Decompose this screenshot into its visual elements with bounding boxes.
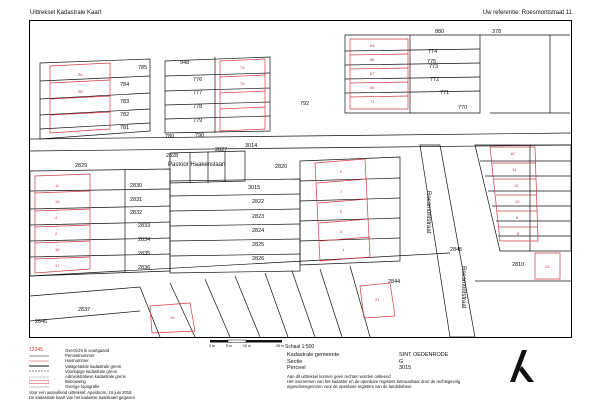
disclaimer-line: Het overnemen van het kadaster en de openbare registers betrouwbaar door de rechtsgevolg (287, 379, 461, 384)
house-number: 4 (55, 215, 58, 220)
kadaster-logo-icon (500, 346, 540, 386)
scale-tick: 25 m (276, 344, 284, 348)
legend-symbol (29, 364, 55, 368)
house-number: 10 (515, 199, 520, 204)
parcel-number: 2837 (78, 307, 91, 313)
house-number: 75 (240, 81, 245, 86)
parcel-number: 775 (427, 59, 437, 65)
parcel-number: 378 (492, 29, 502, 35)
legend-symbol (29, 385, 55, 389)
house-number: 21 (375, 297, 380, 302)
scale-tick: 10 m (243, 344, 251, 348)
parcel-number: 3015 (248, 185, 261, 191)
map-canvas (30, 21, 571, 337)
legend-symbol (29, 359, 55, 363)
parcel-number: 2810 (512, 262, 525, 268)
parcel-number: 790 (195, 133, 205, 139)
parcel-info (287, 352, 448, 372)
parcel-number: 779 (193, 118, 203, 124)
parcel-number: 774 (428, 49, 438, 55)
parcel-number: 3014 (245, 143, 258, 149)
legend-number-example: 12345 (29, 347, 43, 353)
scale-tick: 5 m (226, 344, 232, 348)
parcel-number: 783 (120, 99, 130, 105)
house-number: 63 (370, 43, 375, 48)
parcel-number: 2845 (450, 247, 463, 253)
house-number: 15 (55, 247, 60, 252)
parcel-number: 773 (429, 64, 439, 70)
parcel-number: 2830 (130, 183, 143, 189)
house-number: 19 (170, 315, 175, 320)
house-number: 13 (55, 199, 60, 204)
info-row (287, 365, 448, 372)
parcel-number: 2834 (138, 237, 151, 243)
parcel-number: 2844 (388, 279, 401, 285)
info-row (287, 352, 448, 359)
street-name: Roesmontstraat (460, 266, 466, 309)
parcel-number: 948 (180, 60, 190, 66)
legend-note: De kadastrale kaart van het kadastre basiskaart gegeven (29, 394, 135, 400)
house-number: 26 (78, 72, 83, 77)
parcel-number: 2835 (138, 251, 151, 257)
parcel-number: 2822 (252, 199, 265, 205)
info-value: SINT OEDENRODE (399, 352, 449, 358)
parcel-number: 784 (120, 82, 130, 88)
house-number: 73 (240, 65, 245, 70)
parcel-number: 777 (193, 90, 203, 96)
house-number: 6 (517, 231, 520, 236)
legend-label: Bebouwing (65, 379, 86, 385)
house-number: 8 (516, 215, 519, 220)
legend-label: Overzicht in voortgaand (65, 348, 110, 353)
parcel-number: 2833 (138, 223, 151, 229)
legend-symbol (29, 375, 55, 379)
parcel-number: 776 (193, 77, 203, 83)
info-row (287, 359, 448, 366)
info-key: Sectie (287, 358, 303, 365)
parcel-lines (30, 35, 571, 337)
parcel-number: 2826 (252, 256, 265, 262)
legend-label: Vastgestelde kadastrale grens (65, 363, 122, 369)
legend-symbol (29, 369, 55, 373)
house-number: 9 (340, 169, 343, 174)
legend-label: Perceelnummer (65, 353, 95, 359)
street-name: Roesmontstraat (425, 191, 431, 234)
scale-bar (208, 338, 288, 348)
house-number: 28 (78, 89, 83, 94)
legend-symbol (29, 354, 55, 358)
house-number-labels (55, 43, 550, 320)
house-number: 69 (370, 85, 375, 90)
parcel-number: 2836 (138, 265, 151, 271)
disclaimer-line: Aan dit uittreksel kunnen geen rechten worden ontleend (287, 374, 391, 379)
house-number: 11 (55, 183, 60, 188)
scale-label: Schaal 1:500 (285, 344, 315, 350)
house-number: 1 (342, 247, 345, 252)
parcel-number: 2831 (130, 197, 143, 203)
house-number: 5 (340, 209, 343, 214)
scale-tick: 0 m (209, 344, 215, 348)
legend-label: Voorlopige kadastrale grens (65, 368, 117, 374)
house-number: 17 (55, 263, 60, 268)
parcel-number: 770 (458, 105, 468, 111)
parcel-number: 2827 (215, 147, 228, 153)
street-name-labels (168, 162, 466, 309)
parcel-number: 2825 (252, 242, 265, 248)
legend-symbol (29, 380, 55, 384)
parcel-number: 772 (430, 77, 440, 83)
parcel-number: 785 (138, 65, 148, 71)
parcel-number: 2824 (252, 228, 265, 234)
house-number: 7 (340, 189, 343, 194)
legend-symbol (29, 348, 55, 353)
parcel-number-labels (35, 29, 524, 325)
parcel-number: 2846 (35, 319, 48, 325)
parcel-number: 781 (120, 125, 130, 131)
parcel-number: 2829 (75, 163, 88, 169)
parcel-number: 880 (435, 29, 445, 35)
legend (29, 348, 280, 400)
parcel-number: 782 (120, 112, 130, 118)
parcel-number: 780 (165, 134, 175, 140)
info-key: Perceel (287, 365, 306, 372)
house-number: 67 (370, 71, 375, 76)
house-number: 12 (514, 183, 519, 188)
house-number: 71 (370, 99, 375, 104)
parcel-number: 778 (193, 104, 203, 110)
parcel-number: 771 (440, 90, 450, 96)
parcel-number: 2820 (275, 164, 288, 170)
house-number: 14 (512, 167, 517, 172)
info-value: 3015 (399, 365, 412, 372)
parcel-number: 2828 (166, 153, 179, 159)
parcel-number: 2823 (252, 214, 265, 220)
legend-note: Voor een aanvullend uittreksel: Apeldoorn, 18 juni 2018 (29, 389, 132, 395)
cadastral-map[interactable] (29, 20, 572, 338)
house-number: 2 (55, 231, 58, 236)
reference-text: Uw referentie: Roesmontstraat 11 (482, 10, 572, 16)
disclaimer (287, 374, 527, 389)
house-number: 23 (545, 264, 550, 269)
legend-label: Overige topografie (65, 384, 100, 390)
legend-label: Huisnummer (65, 358, 89, 364)
house-number: 16 (510, 151, 515, 156)
parcel-number: 792 (300, 101, 310, 107)
info-key: Kadastrale gemeente (287, 352, 340, 358)
info-value: G (399, 358, 404, 365)
legend-label: Administratieve kadastrale grens (65, 373, 126, 379)
house-number: 3 (340, 229, 343, 234)
disclaimer-line: eigendomsgrenzen voor de openbare registers van de landsbeheer (287, 384, 412, 389)
document-title: Uittreksel Kadastrale Kaart (30, 10, 102, 16)
house-number: 65 (370, 57, 375, 62)
parcel-number: 2832 (130, 210, 143, 216)
street-name: Pastoor Haakenslaan (168, 162, 226, 168)
